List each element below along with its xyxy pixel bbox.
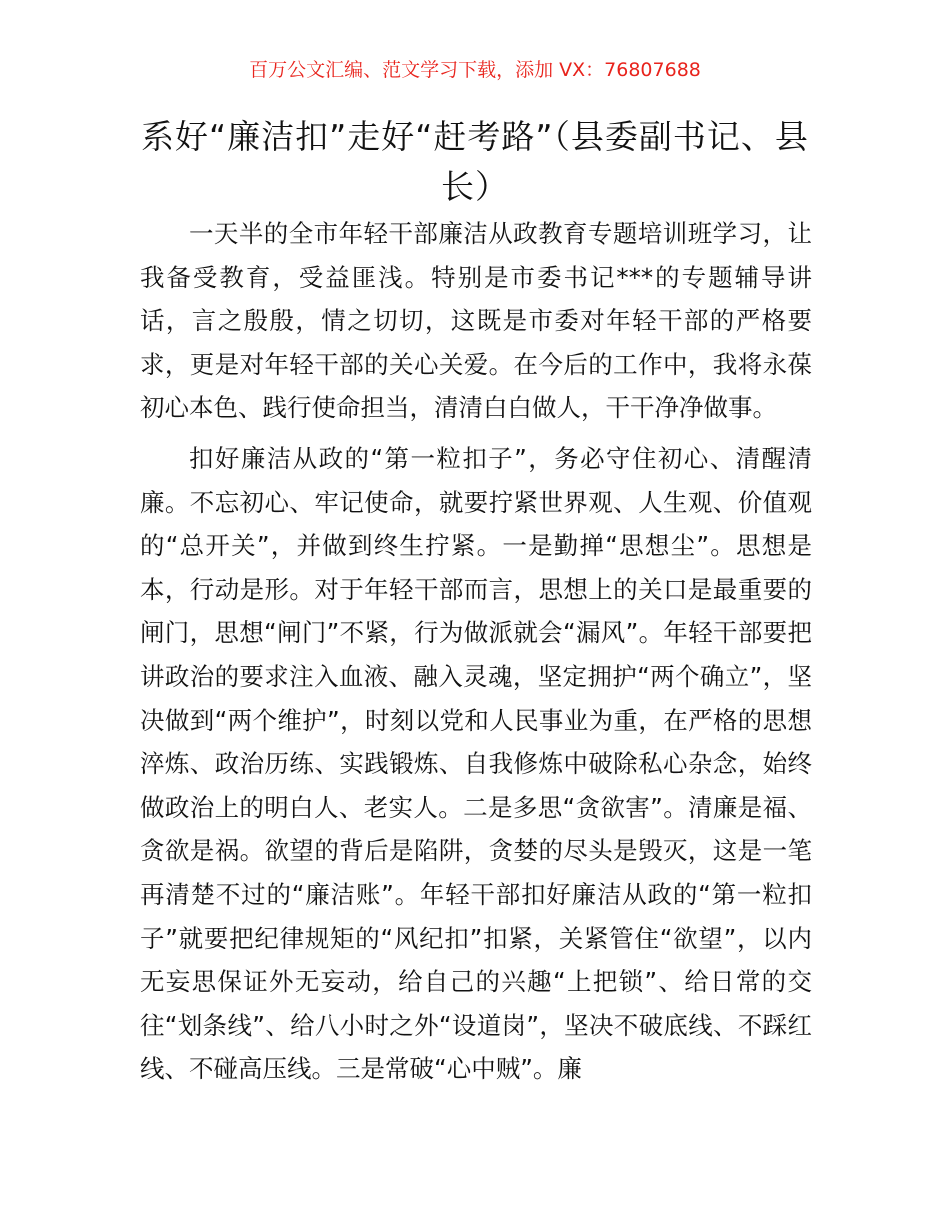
paragraph-2: 扣好廉洁从政的“第一粒扣子”，务必守住初心、清醒清廉。不忘初心、牢记使命，就要拧紧世界观、人生观、价值观的“总开关”，并做到终生拧紧。一是勤掸“思想尘”。思想是本，行动是形。对于年轻干部而言，思想上的关口是最重要的闸门，思想“闸门”不紧，行为做派就会“漏风”。年轻干部要把讲政治的要求注入血液、融入灵魂，坚定拥护“两个确立”，坚决做到“两个维护”，时刻以党和人民事业为重，在严格的思想淬炼、政治历练、实践锻炼、自我修炼中破除私心杂念，始终做政治上的明白人、老实人。二是多思“贪欲害”。清廉是福、贪欲是祸。欲望的背后是陷阱，贪婪的尽头是毁灭，这是一笔再清楚不过的“廉洁账”。年轻干部扣好廉洁从政的“第一粒扣子”就要把纪律规矩的“风纪扣”扣紧，关紧管住“欲望”，以内无妄思保证外无妄动，给自己的兴趣“上把锁”、给日常的交往“划条线”、给八小时之外“设道岗”，坚决不破底线、不踩红线、不碰高压线。三是常破“心中贼”。廉: [140, 443, 812, 1084]
paragraph-1: 一天半的全市年轻干部廉洁从政教育专题培训班学习，让我备受教育，受益匪浅。特别是市委书记***的专题辅导讲话，言之殷殷，情之切切，这既是市委对年轻干部的严格要求，更是对年轻干部的关心关爱。在今后的工作中，我将永葆初心本色、践行使命担当，清清白白做人，干干净净做事。: [140, 219, 812, 423]
document-body: [140, 212, 812, 1091]
header-banner: 百万公文汇编、范文学习下载，添加 VX：76807688: [249, 59, 701, 81]
document-title: 系好“廉洁扣”走好“赶考路”（县委副书记、县长）: [141, 117, 809, 206]
